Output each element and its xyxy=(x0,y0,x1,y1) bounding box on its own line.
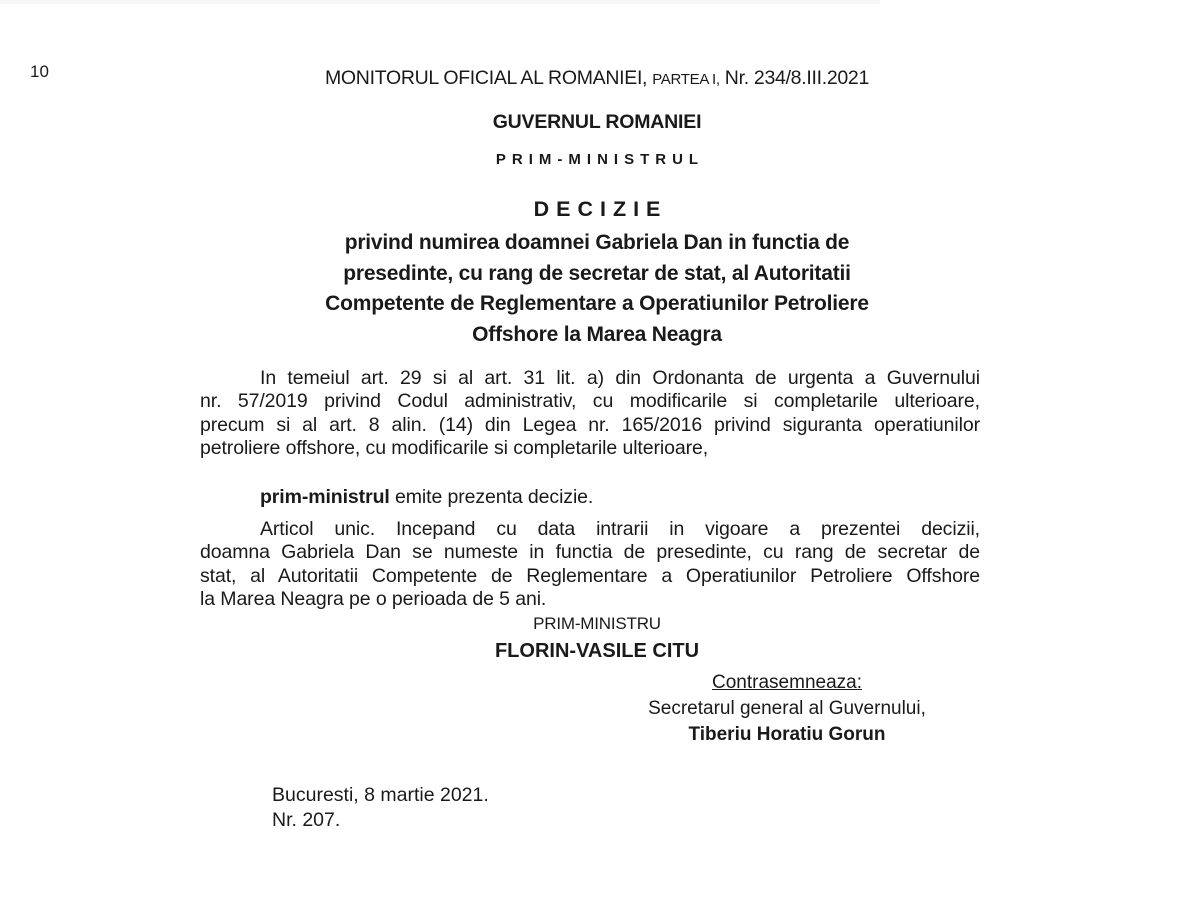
document-type-heading: DECIZIE xyxy=(533,197,668,221)
preamble-line: precum si al art. 8 alin. (14) din Legea nr. 165/2016 privind siguranta operatiunilor xyxy=(200,413,980,436)
publication-issue: Nr. 234/8.III.2021 xyxy=(724,67,869,89)
preamble-line: In temeiul art. 29 si al art. 31 lit. a) din Ordonanta de urgenta a Guvernului xyxy=(260,367,980,389)
issuance-block xyxy=(272,783,489,833)
publication-part: PARTEA I, xyxy=(652,71,720,88)
decision-title-line: privind numirea doamnei Gabriela Dan in functia de xyxy=(344,231,850,254)
countersigner-role: Secretarul general al Guvernului, xyxy=(648,698,926,719)
decision-title-line: Offshore la Marea Neagra xyxy=(472,322,722,346)
decision-number: Nr. 207. xyxy=(272,809,341,831)
enacting-formula xyxy=(200,486,1040,509)
article-paragraph xyxy=(200,518,980,612)
signature-block xyxy=(207,613,987,663)
decision-title-line: presedinte, cu rang de secretar de stat, al Autoritatii xyxy=(343,261,851,285)
enacting-office: prim-ministrul xyxy=(260,486,390,508)
preamble-paragraph xyxy=(200,367,980,461)
signer-name: FLORIN-VASILE CITU xyxy=(494,640,700,662)
countersignature-block xyxy=(397,670,1177,748)
article-line: doamna Gabriela Dan se numeste in functia de presedinte, cu rang de secretar de xyxy=(200,541,980,564)
article-line: Articol unic. Incepand cu data intrarii in vigoare a prezentei decizii, xyxy=(260,518,980,540)
decision-title-line: Competente de Reglementare a Operatiunilor Petroliere xyxy=(325,292,869,315)
preamble-line: nr. 57/2019 privind Codul administrativ, cu modificarile si completarile ulterioare, xyxy=(200,390,980,413)
decision-title xyxy=(207,228,987,350)
page-number: 10 xyxy=(30,62,49,81)
issuing-institution: GUVERNUL ROMANIEI xyxy=(492,111,702,133)
place-date: Bucuresti, 8 martie 2021. xyxy=(272,784,489,806)
countersign-label: Contrasemneaza: xyxy=(712,672,862,693)
running-header xyxy=(207,67,987,91)
enacting-text: emite prezenta decizie. xyxy=(389,486,594,508)
article-line: la Marea Neagra pe o perioada de 5 ani. xyxy=(200,588,547,611)
countersigner-name: Tiberiu Horatiu Gorun xyxy=(688,724,886,745)
article-line: stat, al Autoritatii Competente de Reglementare a Operatiunilor Petroliere Offshore xyxy=(200,564,980,587)
scan-edge-artifact xyxy=(0,0,880,4)
signer-role: PRIM-MINISTRU xyxy=(533,614,661,633)
publication-name: MONITORUL OFICIAL AL ROMANIEI, xyxy=(324,67,648,89)
preamble-line: petroliere offshore, cu modificarile si completarile ulterioare, xyxy=(200,437,709,460)
issuing-office: PRIM-MINISTRUL xyxy=(495,151,705,168)
